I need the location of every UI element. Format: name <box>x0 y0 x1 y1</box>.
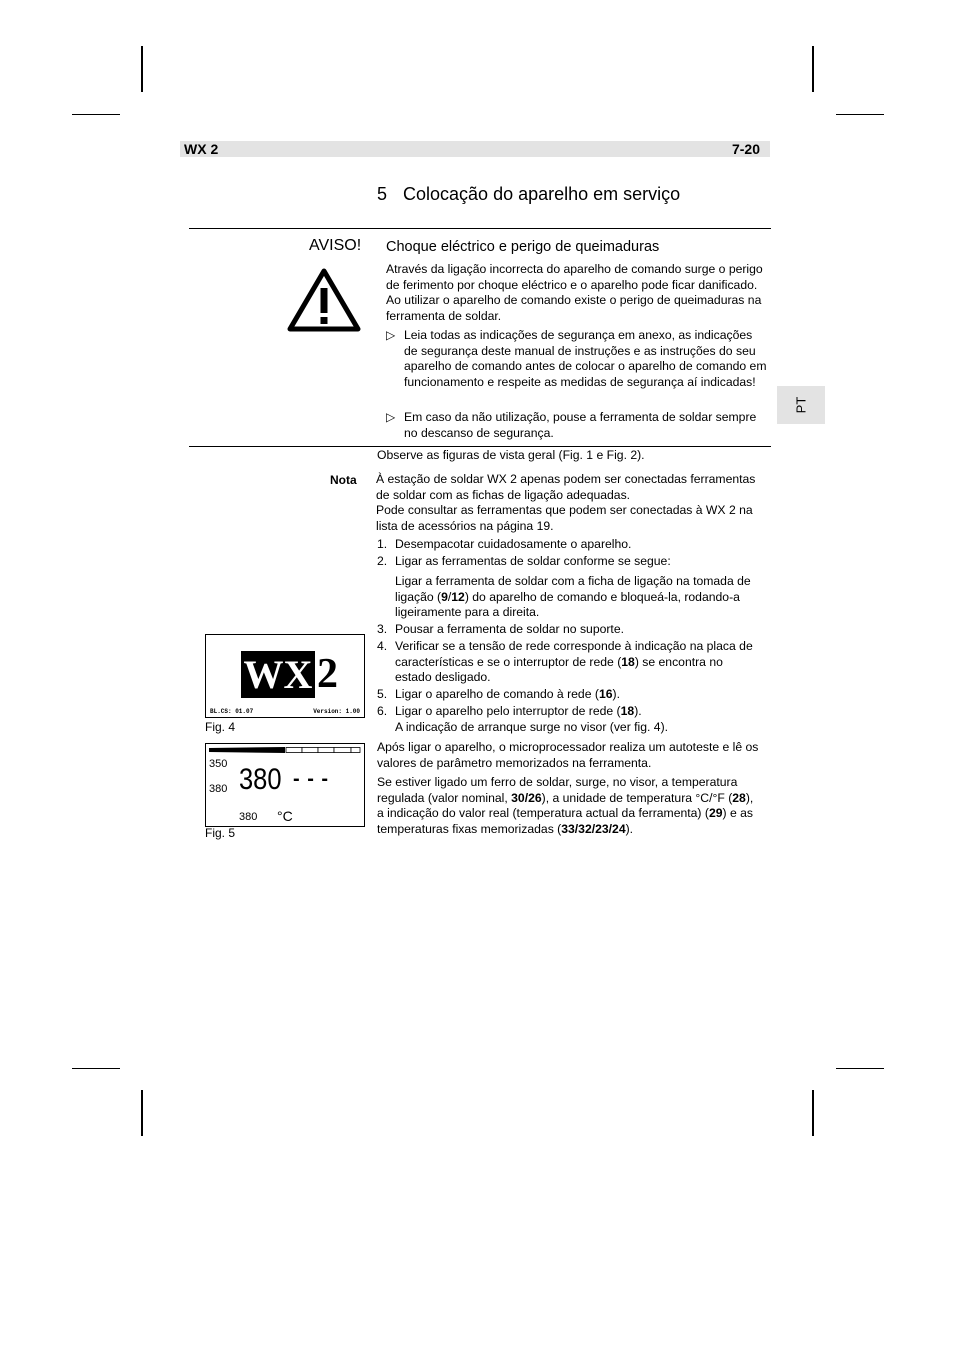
after-paragraph: Após ligar o aparelho, o microprocessador realiza um autoteste e lê os valores de parâmetro memorizados na ferramenta. <box>377 740 759 770</box>
figure-caption: Fig. 4 <box>205 720 236 734</box>
figure-startup-display <box>205 634 365 718</box>
divider <box>189 446 771 447</box>
warning-triangle-icon <box>287 268 361 332</box>
fixed-temperature: 380 <box>209 783 228 795</box>
after-paragraph: Se estiver ligado um ferro de soldar, surge, no visor, a temperatura regulada (valor nominal, 30/26), a unidade de temperatura °C/°F (28), a indicação do valor real (temperatura actual da ferramenta) (29) e as temperaturas fixas memorizadas (33/32/23/24). <box>377 775 754 836</box>
note-label: Nota <box>330 473 357 487</box>
note-paragraph: Pode consultar as ferramentas que podem ser conectadas à WX 2 na lista de acessórios na página 19. <box>376 503 753 533</box>
section-heading <box>377 183 680 205</box>
language-tab <box>777 386 825 424</box>
tool-2-temperature: - - - <box>293 768 330 790</box>
warning-bullet-text: Leia todas as indicações de segurança em anexo, as indicações de segurança deste manual de instruções e as instruções do seu aparelho de comando antes de colocar o aparelho de comando em funcionamento e respeite as medidas de segurança aí indicadas! <box>404 328 767 389</box>
section-title: Colocação do aparelho em serviço <box>403 184 681 204</box>
crop-mark <box>72 114 120 115</box>
intro-text: Observe as figuras de vista geral (Fig. 1 e Fig. 2). <box>377 448 645 462</box>
fixed-temperature: 350 <box>209 758 228 770</box>
header-product: WX 2 <box>184 141 219 157</box>
crop-mark <box>836 114 884 115</box>
page-header <box>180 141 770 157</box>
actual-temperature: 380 <box>239 763 282 796</box>
warning-body: Através da ligação incorrecta do aparelho de comando surge o perigo de ferimento por choque eléctrico e o aparelho pode ficar danificado. Ao utilizar o aparelho de comando existe o perigo de queimaduras na ferramenta de soldar. <box>386 262 763 323</box>
note-paragraph: À estação de soldar WX 2 apenas podem ser conectadas ferramentas de soldar com as fichas de ligação adequadas. <box>376 472 756 502</box>
warning-bullet <box>386 328 768 390</box>
warning-bullet-text: Em caso da não utilização, pouse a ferramenta de soldar sempre no descanso de segurança. <box>404 410 757 440</box>
language-tab-label: PT <box>793 396 809 414</box>
firmware-version: Version: 1.00 <box>313 708 360 715</box>
section-number: 5 <box>377 184 388 204</box>
heating-bar <box>209 747 361 753</box>
crop-mark <box>141 46 143 92</box>
figure-temperature-display <box>205 743 365 827</box>
bootloader-version: BL.CS: 01.07 <box>210 708 254 715</box>
crop-mark <box>141 1090 143 1136</box>
warning-label: AVISO! <box>309 237 362 254</box>
crop-mark <box>812 46 814 92</box>
crop-mark <box>836 1068 884 1069</box>
bullet-triangle-icon: ▷ <box>386 328 396 342</box>
divider <box>189 228 771 229</box>
temperature-unit: °C <box>277 808 293 824</box>
warning-title: Choque eléctrico e perigo de queimaduras <box>386 239 660 255</box>
note-text <box>376 472 764 534</box>
logo-2: 2 <box>317 651 338 697</box>
figure-caption: Fig. 5 <box>205 826 236 840</box>
crop-mark <box>812 1090 814 1136</box>
set-temperature: 380 <box>239 811 258 823</box>
logo-block <box>241 651 315 698</box>
warning-bullet <box>386 410 768 441</box>
crop-mark <box>72 1068 120 1069</box>
logo-wx: WX <box>243 652 313 697</box>
bullet-triangle-icon: ▷ <box>386 410 396 424</box>
header-page-number: 7-20 <box>731 141 760 157</box>
